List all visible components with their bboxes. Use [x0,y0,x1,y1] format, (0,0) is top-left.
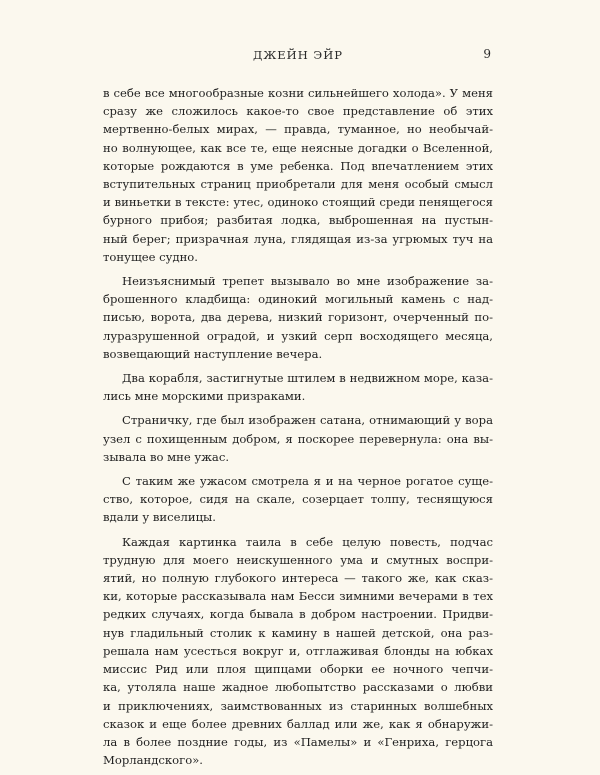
text-line: нув гладильный столик к камину в нашей детской, она раз- [103,625,493,640]
text-line: бурного прибоя; разбитая лодка, выброшенная на пустын- [103,213,493,228]
text-line: писью, ворота, два дерева, низкий горизонт, очерченный по- [103,310,493,325]
text-line: в себе все многообразные козни сильнейшего холода». У меня [103,86,493,100]
text-line: Неизъяснимый трепет вызывало во мне изображение за- [122,274,493,289]
text-line: решала нам усесться вокруг и, отглаживая блонды на юбках [103,643,493,658]
text-line: ство, которое, сидя на скале, созерцает толпу, теснящуюся [103,492,493,507]
text-line: мертвенно-белых мирах, — правда, туманное, но необычай- [103,122,493,137]
text-line: зывала во мне ужас. [103,449,230,464]
paragraph [103,533,493,770]
text-line: Страничку, где был изображен сатана, отнимающий у вора [122,413,493,428]
text-line: ла в более поздние годы, из «Памелы» и «Генриха, герцога [103,734,493,749]
text-line: но волнующее, как все те, еще неясные догадки о Вселенной, [103,140,493,155]
running-head [103,46,493,66]
text-line: Морландского». [103,753,203,768]
paragraph [103,411,493,466]
text-line: ный берег; призрачная луна, глядящая из-за угрюмых туч на [103,231,493,246]
text-line: узел с похищенным добром, я поскорее перевернула: она вы- [103,431,493,446]
text-line: сказок и еще более древних баллад или же, как я обнаружи- [103,716,493,731]
text-line: которые рождаются в уме ребенка. Под впечатлением этих [103,158,493,173]
text-line: ки, которые рассказывала нам Бесси зимними вечерами в тех [103,589,493,604]
text-line: и приключениях, заимствованных из старинных волшебных [103,698,493,713]
paragraph [103,472,493,527]
text-line: С таким же ужасом смотрела я и на черное рогатое суще- [122,474,493,489]
text-line: трудную для моего неискушенного ума и смутных воспри- [103,552,493,567]
text-line: ка, утоляла наше жадное любопытство рассказами о любви [103,680,493,695]
text-line: брошенного кладбища: одинокий могильный камень с над- [103,292,493,307]
page-number: 9 [483,47,491,61]
text-line: и виньетки в тексте: утес, одиноко стоящий среди пенящегося [103,195,493,210]
text-line: луразрушенной оградой, и узкий серп восходящего месяца, [103,328,493,343]
text-line: вдали у виселицы. [103,510,216,525]
text-line: миссис Рид или плоя щипцами оборки ее ночного чепчи- [103,662,493,677]
text-line: редких случаях, когда бывала в добром настроении. Придви- [103,607,493,622]
text-line: тонущее судно. [103,249,198,264]
text-line: возвещающий наступление вечера. [103,346,323,361]
paragraph [103,369,493,405]
running-title: ДЖЕЙН ЭЙР [253,48,343,62]
paragraph [103,272,493,363]
text-line: лись мне морскими призраками. [103,389,306,404]
text-line: Каждая картинка таила в себе целую повесть, подчас [122,534,493,549]
text-line: сразу же сложилось какое-то свое представление об этих [103,104,493,119]
text-line: ятий, но полную глубокого интереса — такого же, как сказ- [103,571,493,586]
text-line: Два корабля, застигнутые штилем в недвижном море, каза- [122,371,493,386]
paragraph [103,84,493,266]
body-text [103,84,493,775]
text-line: вступительных страниц приобретали для меня особый смысл [103,177,493,192]
